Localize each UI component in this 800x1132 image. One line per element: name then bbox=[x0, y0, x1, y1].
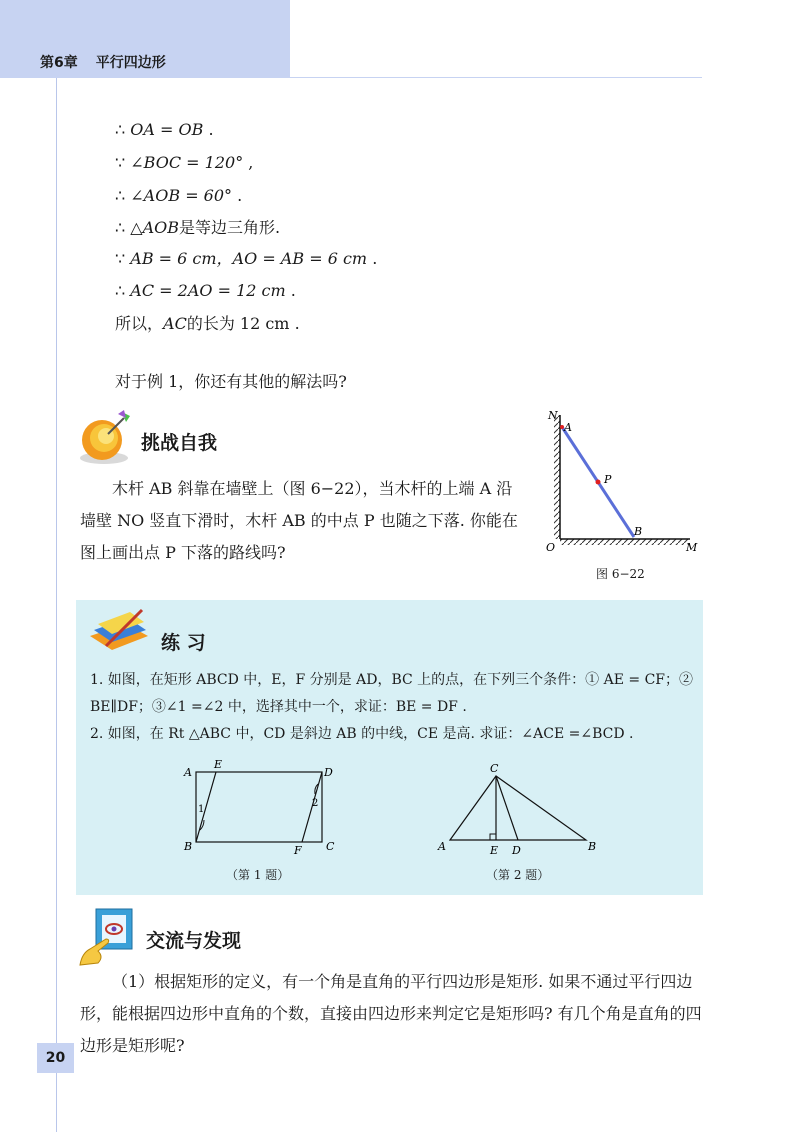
figure-exercise-1-caption: （第 1 题） bbox=[226, 868, 290, 882]
label-c: C bbox=[490, 762, 499, 775]
label-p: P bbox=[604, 473, 612, 486]
figure-exercise-2 bbox=[430, 756, 610, 856]
figure-6-22-caption: 图 6−22 bbox=[596, 567, 645, 581]
proof-line-4: ∴ △AOB是等边三角形. bbox=[115, 218, 281, 237]
discussion-text: （1）根据矩形的定义，有一个角是直角的平行四边形是矩形. 如果不通过平行四边形，能根据四边形中直角的个数，直接由四边形来判定它是矩形吗? 有几个角是直角的四边形是矩形呢? bbox=[80, 972, 702, 1055]
challenge-text: 木杆 AB 斜靠在墙壁上（图 6−22），当木杆的上端 A 沿墙壁 NO 竖直下滑时，木杆 AB 的中点 P 也随之下落. 你能在图上画出点 P 下落的路线吗? bbox=[80, 479, 518, 562]
proof-line-6: ∴ AC = 2AO = 12 cm . bbox=[115, 281, 296, 300]
label-d: D bbox=[512, 844, 521, 856]
figure-exercise-1 bbox=[176, 756, 346, 856]
figure-6-22 bbox=[540, 405, 710, 585]
label-c: C bbox=[326, 840, 335, 853]
wall-hatch bbox=[554, 415, 560, 539]
label-a: A bbox=[438, 840, 446, 853]
ground-hatch bbox=[560, 539, 690, 545]
proof-line-2: ∵ ∠BOC = 120° , bbox=[115, 153, 254, 172]
practice-item-1: 1. 如图，在矩形 ABCD 中，E，F 分别是 AD，BC 上的点，在下列三个条件：① AE = CF；② BE∥DF；③∠1 =∠2 中，选择其中一个，求证：BE = DF . bbox=[90, 672, 694, 715]
figure-exercise-2-caption: （第 2 题） bbox=[486, 868, 550, 882]
target-icon bbox=[74, 408, 134, 466]
page-number: 20 bbox=[37, 1043, 74, 1073]
rectangle-abcd bbox=[196, 772, 322, 842]
proof-line-7: 所以，AC的长为 12 cm . bbox=[115, 314, 300, 333]
challenge-title: 挑战自我 bbox=[141, 432, 218, 454]
label-e: E bbox=[214, 758, 223, 771]
label-d: D bbox=[324, 766, 333, 779]
label-e: E bbox=[490, 844, 499, 856]
proof-line-3: ∴ ∠AOB = 60° . bbox=[115, 186, 243, 205]
chapter-number: 第6章 bbox=[40, 55, 78, 71]
chapter-title: 平行四边形 bbox=[95, 55, 166, 71]
proof-line-1: ∴ OA = OB . bbox=[115, 120, 214, 139]
discussion-icon bbox=[76, 905, 138, 971]
median-cd bbox=[496, 776, 518, 840]
label-b: B bbox=[184, 840, 193, 853]
practice-title: 练 习 bbox=[161, 632, 206, 654]
header-rule bbox=[290, 77, 702, 78]
point-p bbox=[596, 480, 601, 485]
label-o: O bbox=[546, 541, 556, 554]
label-a: A bbox=[184, 766, 192, 779]
angle-2-label: 2 bbox=[312, 798, 319, 809]
proof-question: 对于例 1，你还有其他的解法吗? bbox=[115, 372, 347, 391]
label-f: F bbox=[294, 844, 302, 856]
discussion-title: 交流与发现 bbox=[146, 930, 242, 952]
label-m: M bbox=[686, 541, 698, 554]
angle-1-label: 1 bbox=[198, 804, 205, 815]
books-icon bbox=[86, 606, 152, 660]
proof-line-5: ∵ AB = 6 cm，AO = AB = 6 cm . bbox=[115, 249, 378, 268]
label-a: A bbox=[564, 421, 572, 434]
chapter-header bbox=[40, 52, 166, 72]
label-n: N bbox=[548, 409, 558, 422]
margin-rule bbox=[56, 78, 57, 1132]
practice-item-2: 2. 如图，在 Rt △ABC 中，CD 是斜边 AB 的中线，CE 是高. 求证：∠ACE =∠BCD . bbox=[90, 726, 634, 742]
triangle-abc bbox=[450, 776, 586, 840]
label-b: B bbox=[588, 840, 597, 853]
label-b: B bbox=[634, 525, 643, 538]
